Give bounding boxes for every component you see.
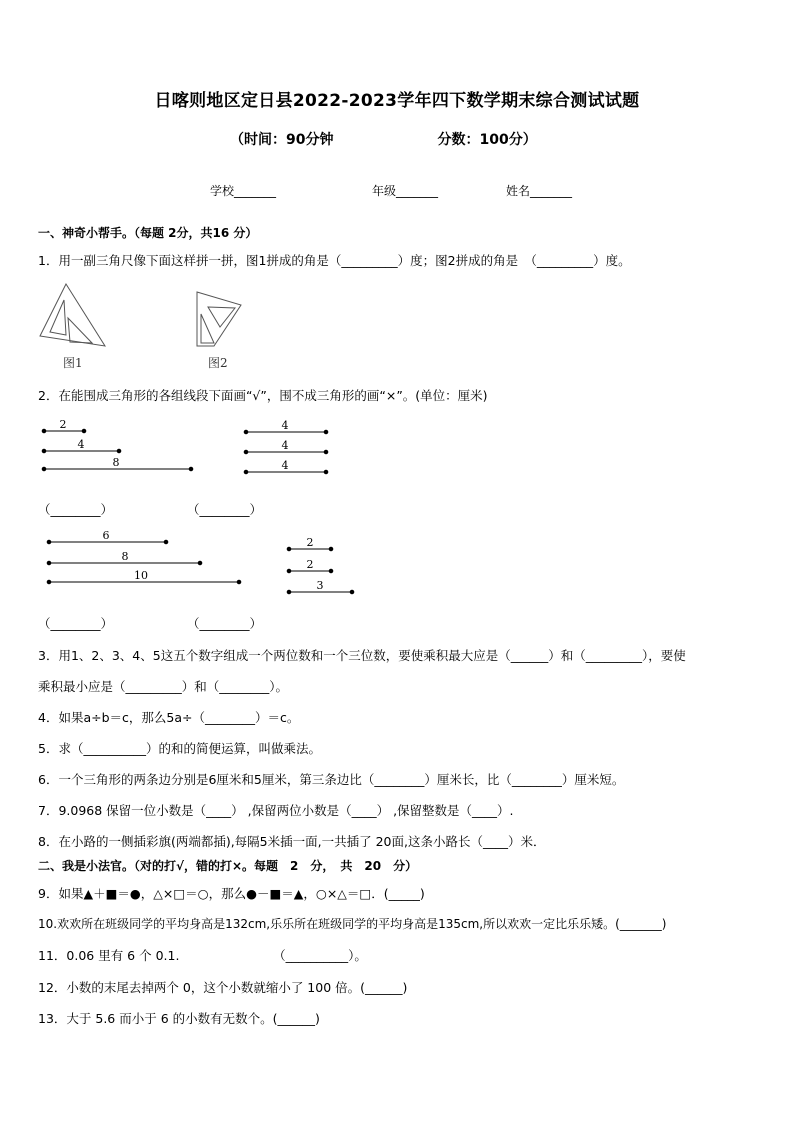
segment-label: 4 bbox=[281, 439, 289, 452]
segment-label: 8 bbox=[112, 456, 120, 469]
segment-label: 6 bbox=[102, 529, 110, 542]
question-3-line-2: 乘积最小应是（_________）和（________）。 bbox=[38, 679, 289, 694]
endpoint bbox=[42, 429, 46, 433]
question-2: 2．在能围成三角形的各组线段下面画“√”，围不成三角形的画“×”。(单位：厘米) bbox=[38, 388, 488, 403]
segment-label: 10 bbox=[134, 569, 148, 582]
question-11: 11．0.06 里有 6 个 0.1. （__________）。 bbox=[38, 948, 367, 963]
figure-2-caption: 图2 bbox=[208, 356, 228, 370]
endpoint bbox=[350, 590, 354, 594]
segment-label: 4 bbox=[281, 459, 289, 472]
question-8: 8．在小路的一侧插彩旗(两端都插),每隔5米插一面,一共插了 20面,这条小路长（____）米． bbox=[38, 834, 546, 849]
segment-label: 2 bbox=[306, 536, 314, 549]
figure-1-caption: 图1 bbox=[63, 356, 83, 370]
endpoint bbox=[47, 561, 51, 565]
endpoint bbox=[244, 450, 248, 454]
endpoint bbox=[82, 429, 86, 433]
endpoint bbox=[47, 540, 51, 544]
segment-label: 4 bbox=[281, 419, 289, 432]
endpoint bbox=[329, 547, 333, 551]
time-limit: （时间：90分钟 bbox=[230, 132, 334, 148]
school-field[interactable]: 学校_______ bbox=[210, 184, 277, 198]
segment-label: 2 bbox=[306, 558, 314, 571]
segment-label: 2 bbox=[59, 418, 67, 431]
exam-title: 日喀则地区定日县2022-2023学年四下数学期末综合测试试题 bbox=[154, 91, 640, 111]
endpoint bbox=[117, 449, 121, 453]
endpoint bbox=[237, 580, 241, 584]
name-field[interactable]: 姓名_______ bbox=[506, 184, 573, 198]
endpoint bbox=[324, 430, 328, 434]
grade-field[interactable]: 年级_______ bbox=[372, 184, 439, 198]
endpoint bbox=[189, 467, 193, 471]
endpoint bbox=[287, 569, 291, 573]
endpoint bbox=[164, 540, 168, 544]
question-9: 9．如果▲＋■＝●，△×□＝○，那么●－■＝▲，○×△＝□．(_____) bbox=[38, 886, 425, 901]
endpoint bbox=[287, 590, 291, 594]
answer-blank-group-2[interactable]: （________） bbox=[187, 502, 263, 517]
answer-blank-group-3[interactable]: （________） bbox=[38, 616, 114, 631]
question-6: 6．一个三角形的两条边分别是6厘米和5厘米，第三条边比（________）厘米长，比（________）厘米短。 bbox=[38, 772, 625, 787]
endpoint bbox=[42, 449, 46, 453]
section-2-heading: 二、我是小法官。（对的打√，错的打×。每题 2 分， 共 20 分） bbox=[38, 859, 418, 873]
section-1-heading: 一、神奇小帮手。（每题 2分，共16 分） bbox=[38, 226, 258, 240]
segment-label: 3 bbox=[316, 579, 324, 592]
endpoint bbox=[324, 450, 328, 454]
endpoint bbox=[47, 580, 51, 584]
endpoint bbox=[42, 467, 46, 471]
endpoint bbox=[198, 561, 202, 565]
answer-blank-group-4[interactable]: （________） bbox=[187, 616, 263, 631]
endpoint bbox=[287, 547, 291, 551]
question-5: 5．求（__________）的和的简便运算，叫做乘法。 bbox=[38, 741, 321, 756]
question-7: 7．9.0968 保留一位小数是（____） ,保留两位小数是（____） ,保留整数是（____）. bbox=[38, 803, 514, 818]
question-13: 13．大于 5.6 而小于 6 的小数有无数个。(______) bbox=[38, 1011, 320, 1026]
question-12: 12．小数的末尾去掉两个 0，这个小数就缩小了 100 倍。(______) bbox=[38, 980, 408, 995]
question-1: 1．用一副三角尺像下面这样拼一拼，图1拼成的角是（_________）度；图2拼成的角是 （_________）度。 bbox=[38, 253, 631, 268]
question-4: 4．如果a÷b＝c，那么5a÷（________）＝c。 bbox=[38, 710, 300, 725]
endpoint bbox=[329, 569, 333, 573]
endpoint bbox=[324, 470, 328, 474]
question-3-line-1: 3．用1、2、3、4、5这五个数字组成一个两位数和一个三位数，要使乘积最大应是（______）和（_________），要使 bbox=[38, 648, 686, 663]
answer-blank-group-1[interactable]: （________） bbox=[38, 502, 114, 517]
segment-label: 4 bbox=[77, 438, 85, 451]
question-10: 10.欢欢所在班级同学的平均身高是132cm,乐乐所在班级同学的平均身高是135cm,所以欢欢一定比乐乐矮。(_______) bbox=[38, 917, 667, 931]
total-score: 分数：100分） bbox=[437, 132, 537, 148]
segment-label: 8 bbox=[121, 550, 129, 563]
endpoint bbox=[244, 430, 248, 434]
endpoint bbox=[244, 470, 248, 474]
